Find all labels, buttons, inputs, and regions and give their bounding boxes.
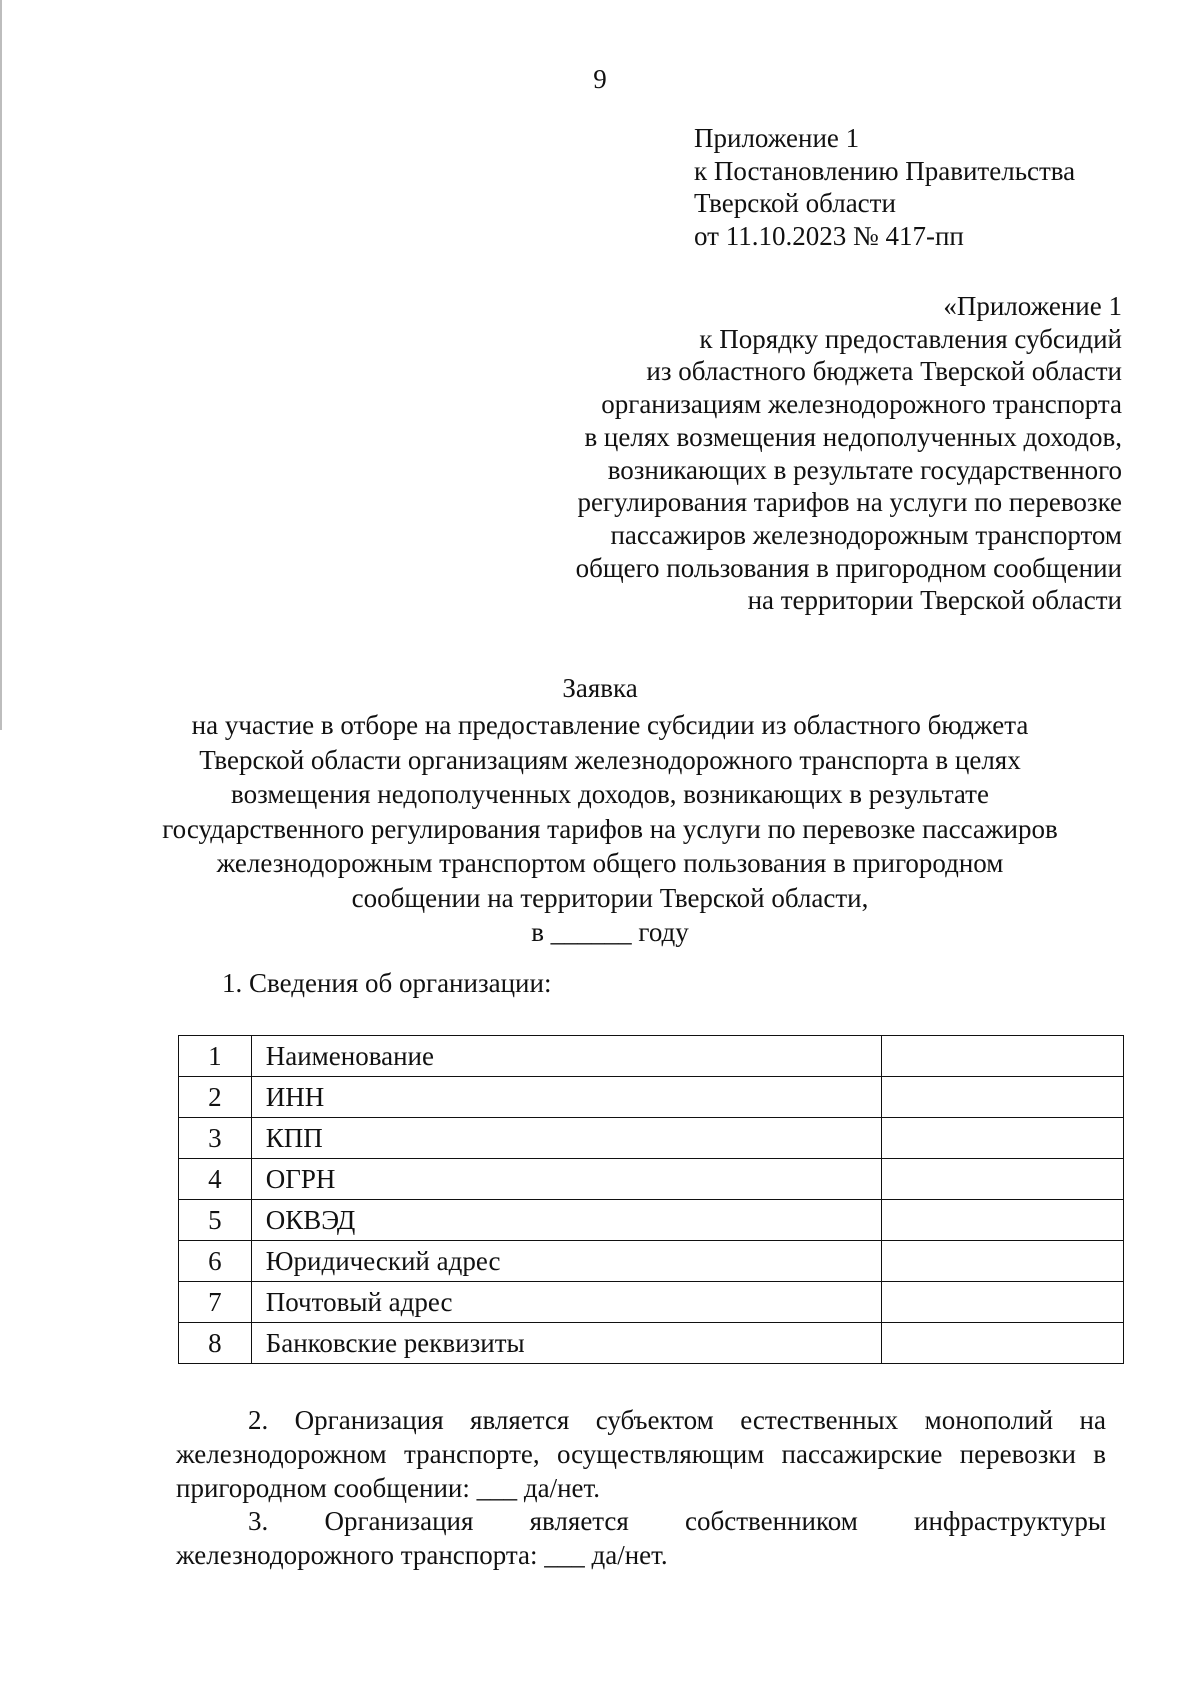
- row-value-cell[interactable]: [882, 1077, 1124, 1118]
- table-row: [179, 1323, 1124, 1364]
- section-2-paragraph: [176, 1403, 1106, 1505]
- organization-info-table: [178, 1035, 1124, 1364]
- order-appendix-line: пассажиров железнодорожным транспортом: [610, 519, 1122, 550]
- application-year-line: в ______ году: [531, 917, 689, 947]
- order-appendix-line: из областного бюджета Тверской области: [646, 356, 1122, 387]
- row-number: 1: [179, 1036, 252, 1077]
- paragraph-line: [176, 1403, 1106, 1437]
- row-value-cell[interactable]: [882, 1036, 1124, 1077]
- scan-edge: [0, 0, 2, 730]
- table-row: [179, 1159, 1124, 1200]
- application-title: Заявка: [562, 673, 638, 703]
- table-row: [179, 1036, 1124, 1077]
- row-value-cell[interactable]: [882, 1118, 1124, 1159]
- table-row: [179, 1077, 1124, 1118]
- order-appendix-line: «Приложение 1: [943, 291, 1122, 321]
- section-1-heading: 1. Сведения об организации:: [222, 968, 552, 998]
- row-label: КПП: [251, 1118, 881, 1159]
- application-subtitle-line: железнодорожным транспортом общего пользования в пригородном: [216, 848, 1004, 878]
- order-appendix-line: на территории Тверской области: [747, 585, 1122, 616]
- row-label: ИНН: [251, 1077, 881, 1118]
- row-number: 4: [179, 1159, 252, 1200]
- table-row: [179, 1241, 1124, 1282]
- row-number: 3: [179, 1118, 252, 1159]
- application-subtitle-line: возмещения недополученных доходов, возникающих в результате: [231, 779, 989, 809]
- table-row: [179, 1200, 1124, 1241]
- table-row: [179, 1282, 1124, 1323]
- resolution-appendix-line: Тверской области: [694, 188, 896, 218]
- order-appendix-line: общего пользования в пригородном сообщении: [575, 552, 1122, 583]
- section-3-paragraph: [176, 1504, 1106, 1572]
- table-row: [179, 1118, 1124, 1159]
- order-appendix-line: возникающих в результате государственного: [607, 454, 1122, 485]
- row-number: 2: [179, 1077, 252, 1118]
- paragraph-text: 3. Организация является собственником инфраструктуры: [248, 1506, 1106, 1536]
- row-label: Юридический адрес: [251, 1241, 881, 1282]
- application-subtitle-line: Тверской области организациям железнодорожного транспорта в целях: [199, 744, 1021, 775]
- order-appendix-header: [576, 290, 1122, 617]
- order-appendix-line: в целях возмещения недополученных доходов,: [584, 421, 1122, 452]
- row-number: 6: [179, 1241, 252, 1282]
- row-label: Наименование: [251, 1036, 881, 1077]
- order-appendix-line: к Порядку предоставления субсидий: [699, 323, 1122, 354]
- row-label: Банковские реквизиты: [251, 1323, 881, 1364]
- row-number: 5: [179, 1200, 252, 1241]
- resolution-appendix-line: Приложение 1: [694, 123, 860, 153]
- row-value-cell[interactable]: [882, 1323, 1124, 1364]
- paragraph-line: железнодорожного транспорта: ___ да/нет.: [176, 1540, 668, 1570]
- page-number: 9: [593, 64, 607, 94]
- application-subtitle-line: государственного регулирования тарифов на услуги по перевозке пассажиров: [162, 813, 1058, 844]
- paragraph-line: [176, 1504, 1106, 1538]
- row-label: Почтовый адрес: [251, 1282, 881, 1323]
- order-appendix-line: организациям железнодорожного транспорта: [601, 389, 1122, 420]
- row-number: 7: [179, 1282, 252, 1323]
- application-subtitle-line: сообщении на территории Тверской области,: [351, 882, 869, 913]
- resolution-appendix-header: [694, 122, 1075, 252]
- paragraph-line: пригородном сообщении: ___ да/нет.: [176, 1473, 601, 1503]
- paragraph-line: железнодорожном транспорте, осуществляющим пассажирские перевозки в: [176, 1439, 1106, 1469]
- application-subtitle-line: на участие в отборе на предоставление субсидии из областного бюджета: [191, 710, 1029, 740]
- application-subtitle: [150, 708, 1070, 950]
- row-value-cell[interactable]: [882, 1159, 1124, 1200]
- row-value-cell[interactable]: [882, 1282, 1124, 1323]
- resolution-appendix-line: к Постановлению Правительства: [694, 155, 1076, 186]
- row-value-cell[interactable]: [882, 1200, 1124, 1241]
- paragraph-text: 2. Организация является субъектом естественных монополий на: [248, 1405, 1106, 1435]
- resolution-appendix-line: от 11.10.2023 № 417-пп: [694, 220, 964, 251]
- row-value-cell[interactable]: [882, 1241, 1124, 1282]
- row-number: 8: [179, 1323, 252, 1364]
- order-appendix-line: регулирования тарифов на услуги по перевозке: [577, 487, 1122, 518]
- row-label: ОКВЭД: [251, 1200, 881, 1241]
- row-label: ОГРН: [251, 1159, 881, 1200]
